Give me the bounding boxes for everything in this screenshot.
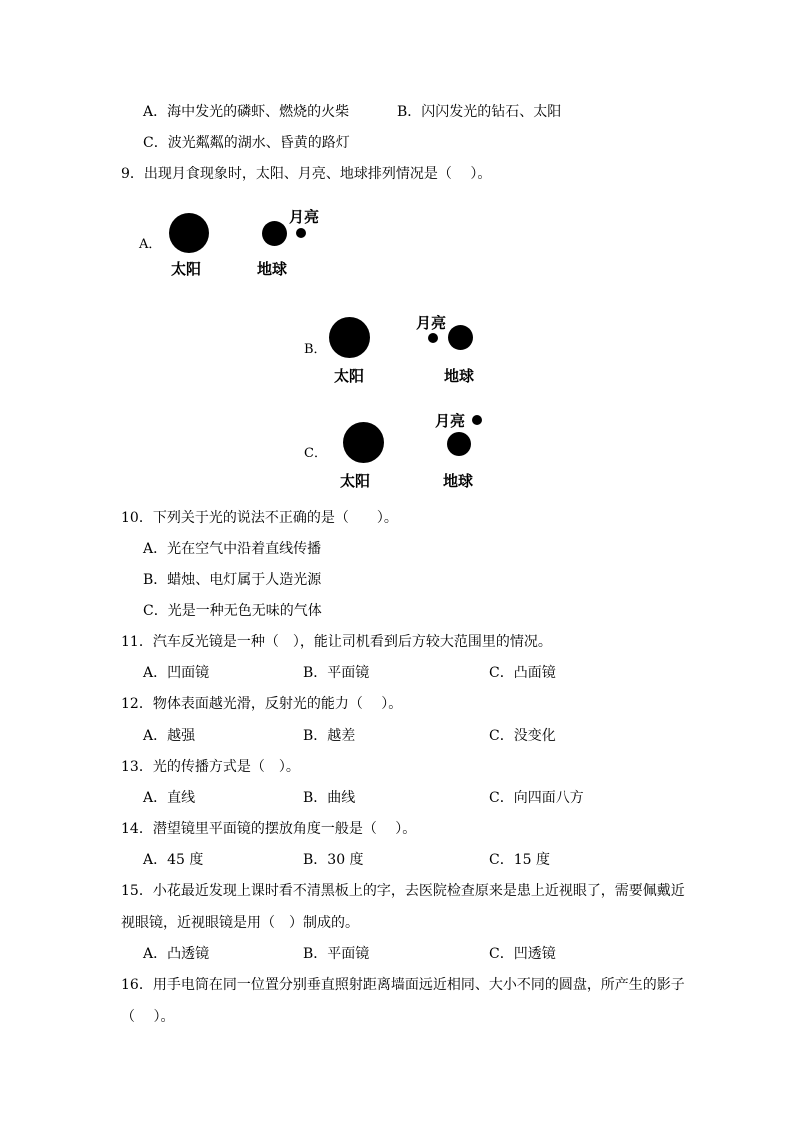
q15-stem-line-1: 15．小花最近发现上课时看不清黑板上的字，去医院检查原来是患上近视眼了，需要佩戴近 xyxy=(121,883,685,899)
q15-option-c: C．凹透镜 xyxy=(489,946,556,962)
q9-stem: 9．出现月食现象时，太阳、月亮、地球排列情况是（ ）。 xyxy=(121,166,492,182)
q9-option-c-label: C． xyxy=(304,446,327,461)
moon-label: 月亮 xyxy=(416,314,447,332)
q10-option-b: B．蜡烛、电灯属于人造光源 xyxy=(143,572,322,588)
q11-option-b: B．平面镜 xyxy=(303,665,370,681)
q13-option-b: B．曲线 xyxy=(303,790,356,806)
q10-option-a: A．光在空气中沿着直线传播 xyxy=(143,541,322,557)
q14-option-a: A．45 度 xyxy=(143,852,204,868)
sun-label: 太阳 xyxy=(171,260,202,278)
moon-icon xyxy=(428,333,438,343)
sun-icon xyxy=(343,422,384,463)
earth-label: 地球 xyxy=(443,472,474,490)
moon-label: 月亮 xyxy=(435,412,466,430)
earth-label: 地球 xyxy=(257,260,288,278)
q8-option-c: C．波光粼粼的湖水、昏黄的路灯 xyxy=(143,135,350,151)
earth-icon xyxy=(262,221,287,246)
q12-stem: 12．物体表面越光滑，反射光的能力（ ）。 xyxy=(121,696,403,712)
q13-stem: 13．光的传播方式是（ ）。 xyxy=(121,759,300,775)
q8-option-a: A．海中发光的磷虾、燃烧的火柴 xyxy=(143,104,350,120)
q16-stem-line-2: （ ）。 xyxy=(121,1009,175,1025)
q11-option-c: C．凸面镜 xyxy=(489,665,556,681)
q15-option-a: A．凸透镜 xyxy=(143,946,210,962)
q12-option-a: A．越强 xyxy=(143,728,196,744)
earth-icon xyxy=(448,325,473,350)
q10-option-c: C．光是一种无色无味的气体 xyxy=(143,603,322,619)
q15-stem-line-2: 视眼镜，近视眼镜是用（ ）制成的。 xyxy=(121,915,359,931)
q14-stem: 14．潜望镜里平面镜的摆放角度一般是（ ）。 xyxy=(121,821,417,837)
q10-stem: 10．下列关于光的说法不正确的是（ ）。 xyxy=(121,510,398,526)
q9-option-a-label: A． xyxy=(139,237,162,252)
q12-option-b: B．越差 xyxy=(303,728,356,744)
sun-label: 太阳 xyxy=(334,367,365,385)
earth-label: 地球 xyxy=(444,367,475,385)
q15-option-b: B．平面镜 xyxy=(303,946,370,962)
sun-label: 太阳 xyxy=(340,472,371,490)
q14-option-b: B．30 度 xyxy=(303,852,364,868)
q12-option-c: C．没变化 xyxy=(489,728,556,744)
q11-stem: 11．汽车反光镜是一种（ ），能让司机看到后方较大范围里的情况。 xyxy=(121,634,552,650)
sun-icon xyxy=(169,213,209,253)
moon-icon xyxy=(296,228,306,238)
q16-stem-line-1: 16．用手电筒在同一位置分别垂直照射距离墙面远近相同、大小不同的圆盘，所产生的影子 xyxy=(121,977,685,993)
q11-option-a: A．凹面镜 xyxy=(143,665,210,681)
sun-icon xyxy=(329,317,370,358)
q14-option-c: C．15 度 xyxy=(489,852,550,868)
q9-option-b-label: B． xyxy=(304,342,327,357)
earth-icon xyxy=(447,432,471,456)
q13-option-a: A．直线 xyxy=(143,790,196,806)
q8-option-b: B．闪闪发光的钻石、太阳 xyxy=(397,104,562,120)
q13-option-c: C．向四面八方 xyxy=(489,790,584,806)
moon-icon xyxy=(472,415,482,425)
moon-label: 月亮 xyxy=(289,208,320,226)
